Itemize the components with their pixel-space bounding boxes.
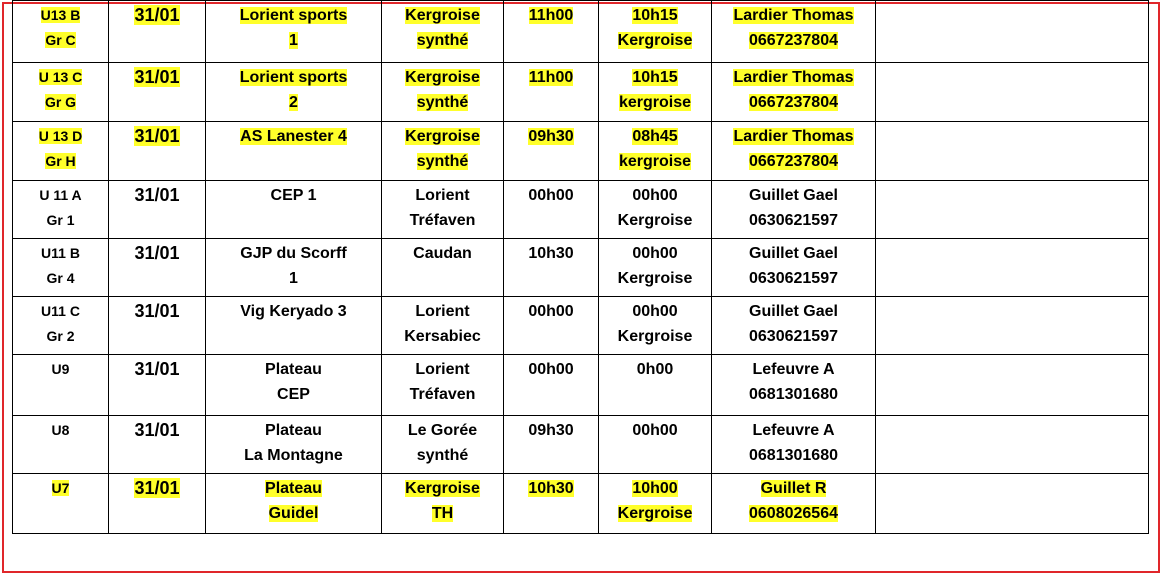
venue-text: Lorient Tréfaven <box>409 361 476 403</box>
table-row <box>13 239 1149 297</box>
date-cell <box>109 416 206 474</box>
venue-cell <box>382 1 504 63</box>
kickoff-text: 10h30 <box>528 245 574 262</box>
kickoff-text: 00h00 <box>528 187 574 204</box>
table-row <box>13 122 1149 181</box>
notes-cell <box>876 1 1149 63</box>
venue-cell <box>382 474 504 534</box>
contact-text: Lefeuvre A 0681301680 <box>749 361 838 403</box>
category-text: U11 C Gr 2 <box>41 303 80 344</box>
date-cell <box>109 474 206 534</box>
opponent-text: Plateau Guidel <box>265 480 322 522</box>
date-cell <box>109 355 206 416</box>
venue-cell <box>382 297 504 355</box>
opponent-cell <box>206 63 382 122</box>
date-text: 31/01 <box>134 185 180 205</box>
opponent-cell <box>206 297 382 355</box>
kickoff-cell <box>504 239 599 297</box>
contact-cell <box>712 474 876 534</box>
table-row <box>13 63 1149 122</box>
meeting-text: 00h00 Kergroise <box>617 187 693 229</box>
opponent-text: Plateau CEP <box>265 361 322 403</box>
category-cell <box>13 474 109 534</box>
date-text: 31/01 <box>134 243 180 263</box>
contact-cell <box>712 239 876 297</box>
date-text: 31/01 <box>134 126 180 146</box>
venue-text: Kergroise synthé <box>405 128 480 170</box>
opponent-text: AS Lanester 4 <box>240 128 347 145</box>
date-text: 31/01 <box>134 420 180 440</box>
date-cell <box>109 239 206 297</box>
notes-cell <box>876 63 1149 122</box>
contact-cell <box>712 63 876 122</box>
contact-text: Lefeuvre A 0681301680 <box>749 422 838 464</box>
category-cell <box>13 122 109 181</box>
contact-text: Lardier Thomas 0667237804 <box>733 69 854 111</box>
venue-cell <box>382 239 504 297</box>
kickoff-cell <box>504 297 599 355</box>
kickoff-cell <box>504 1 599 63</box>
category-text: U 13 C Gr G <box>38 69 83 110</box>
contact-cell <box>712 181 876 239</box>
notes-cell <box>876 416 1149 474</box>
kickoff-cell <box>504 416 599 474</box>
notes-cell <box>876 239 1149 297</box>
meeting-cell <box>599 239 712 297</box>
contact-text: Guillet Gael 0630621597 <box>749 303 838 345</box>
opponent-cell <box>206 416 382 474</box>
opponent-text: CEP 1 <box>270 187 317 204</box>
meeting-text: 08h45 kergroise <box>618 128 692 170</box>
date-cell <box>109 122 206 181</box>
opponent-cell <box>206 1 382 63</box>
meeting-text: 10h00 Kergroise <box>617 480 693 522</box>
kickoff-text: 09h30 <box>528 128 574 145</box>
opponent-cell <box>206 181 382 239</box>
notes-cell <box>876 181 1149 239</box>
venue-cell <box>382 63 504 122</box>
contact-cell <box>712 416 876 474</box>
kickoff-text: 00h00 <box>528 303 574 320</box>
opponent-text: Lorient sports 1 <box>239 7 348 49</box>
opponent-cell <box>206 474 382 534</box>
category-text: U 13 D Gr H <box>38 128 83 169</box>
kickoff-cell <box>504 474 599 534</box>
date-text: 31/01 <box>134 67 180 87</box>
contact-text: Lardier Thomas 0667237804 <box>733 128 854 170</box>
venue-text: Kergroise TH <box>405 480 480 522</box>
contact-text: Guillet R 0608026564 <box>749 480 838 522</box>
category-text: U8 <box>51 422 70 438</box>
contact-text: Guillet Gael 0630621597 <box>749 245 838 287</box>
meeting-cell <box>599 63 712 122</box>
meeting-cell <box>599 474 712 534</box>
meeting-text: 10h15 kergroise <box>618 69 692 111</box>
kickoff-text: 11h00 <box>528 7 574 24</box>
venue-text: Lorient Tréfaven <box>409 187 476 229</box>
kickoff-cell <box>504 63 599 122</box>
meeting-cell <box>599 416 712 474</box>
date-cell <box>109 63 206 122</box>
category-cell <box>13 63 109 122</box>
contact-text: Guillet Gael 0630621597 <box>749 187 838 229</box>
opponent-text: Plateau La Montagne <box>244 422 343 464</box>
opponent-text: Vig Keryado 3 <box>240 303 347 320</box>
contact-cell <box>712 1 876 63</box>
kickoff-text: 10h30 <box>528 480 574 497</box>
table-row <box>13 181 1149 239</box>
kickoff-text: 11h00 <box>528 69 574 86</box>
venue-cell <box>382 355 504 416</box>
schedule-body <box>13 1 1149 534</box>
table-row <box>13 355 1149 416</box>
meeting-text: 00h00 <box>632 422 678 439</box>
contact-text: Lardier Thomas 0667237804 <box>733 7 854 49</box>
opponent-cell <box>206 122 382 181</box>
category-text: U11 B Gr 4 <box>41 245 80 286</box>
category-text: U9 <box>51 361 70 377</box>
venue-cell <box>382 181 504 239</box>
category-cell <box>13 1 109 63</box>
contact-cell <box>712 355 876 416</box>
date-cell <box>109 1 206 63</box>
date-text: 31/01 <box>134 5 180 25</box>
category-cell <box>13 355 109 416</box>
contact-cell <box>712 297 876 355</box>
opponent-cell <box>206 239 382 297</box>
category-cell <box>13 416 109 474</box>
venue-text: Lorient Kersabiec <box>404 303 481 345</box>
meeting-cell <box>599 122 712 181</box>
table-row <box>13 297 1149 355</box>
kickoff-text: 00h00 <box>528 361 574 378</box>
meeting-text: 00h00 Kergroise <box>617 303 693 345</box>
table-row <box>13 1 1149 63</box>
table-row <box>13 474 1149 534</box>
kickoff-cell <box>504 122 599 181</box>
meeting-text: 0h00 <box>636 361 674 378</box>
category-text: U7 <box>51 480 70 496</box>
meeting-cell <box>599 355 712 416</box>
meeting-cell <box>599 1 712 63</box>
meeting-text: 00h00 Kergroise <box>617 245 693 287</box>
meeting-cell <box>599 181 712 239</box>
venue-text: Caudan <box>413 245 472 262</box>
venue-text: Le Gorée synthé <box>407 422 478 464</box>
notes-cell <box>876 122 1149 181</box>
venue-text: Kergroise synthé <box>405 69 480 111</box>
date-cell <box>109 181 206 239</box>
table-row <box>13 416 1149 474</box>
meeting-text: 10h15 Kergroise <box>617 7 693 49</box>
opponent-text: GJP du Scorff 1 <box>240 245 347 287</box>
match-schedule-table <box>12 0 1149 534</box>
category-cell <box>13 181 109 239</box>
category-cell <box>13 297 109 355</box>
venue-cell <box>382 122 504 181</box>
venue-cell <box>382 416 504 474</box>
kickoff-text: 09h30 <box>528 422 574 439</box>
date-text: 31/01 <box>134 301 180 321</box>
date-cell <box>109 297 206 355</box>
notes-cell <box>876 474 1149 534</box>
category-text: U13 B Gr C <box>40 7 81 48</box>
meeting-cell <box>599 297 712 355</box>
kickoff-cell <box>504 181 599 239</box>
opponent-text: Lorient sports 2 <box>239 69 348 111</box>
opponent-cell <box>206 355 382 416</box>
date-text: 31/01 <box>134 359 180 379</box>
date-text: 31/01 <box>134 478 180 498</box>
notes-cell <box>876 355 1149 416</box>
category-cell <box>13 239 109 297</box>
category-text: U 11 A Gr 1 <box>39 187 82 228</box>
contact-cell <box>712 122 876 181</box>
notes-cell <box>876 297 1149 355</box>
venue-text: Kergroise synthé <box>405 7 480 49</box>
kickoff-cell <box>504 355 599 416</box>
